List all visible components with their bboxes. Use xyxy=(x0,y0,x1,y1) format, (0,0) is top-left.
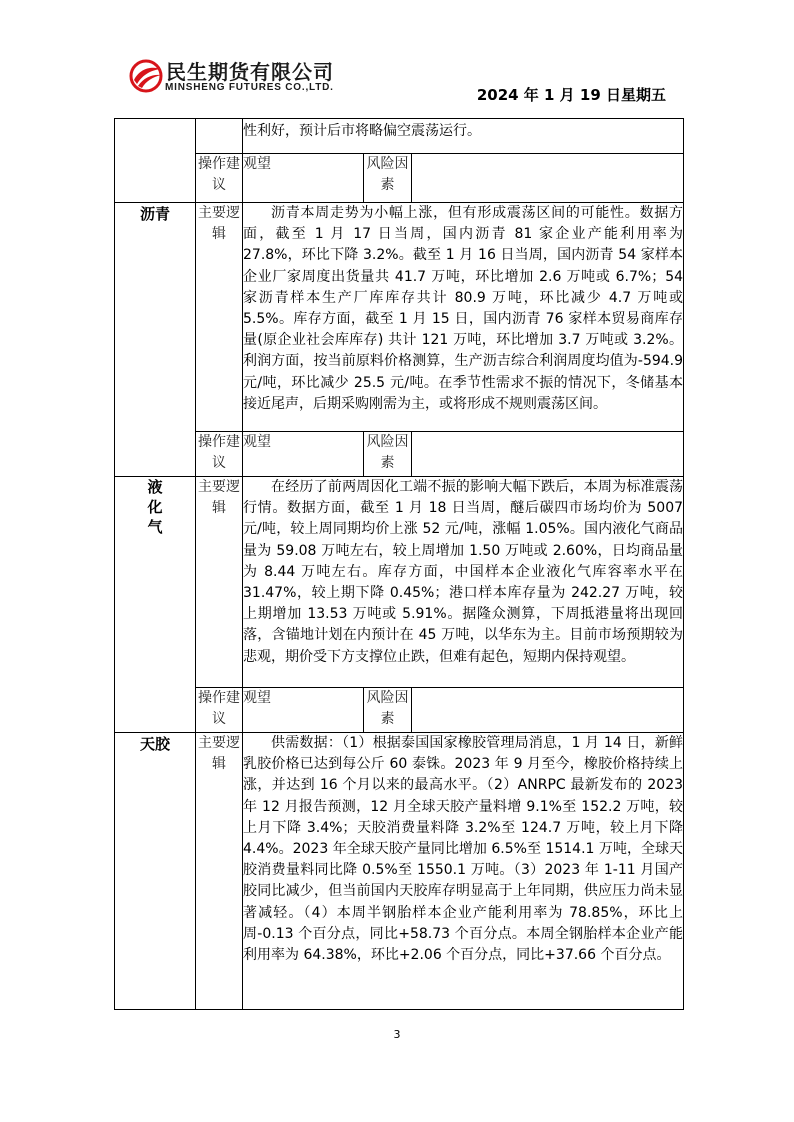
asphalt-logic-text xyxy=(243,203,684,432)
category-cell-lpg xyxy=(115,477,196,733)
category-cell-rubber: 天胶 xyxy=(115,733,196,1010)
company-logo xyxy=(128,58,358,100)
empty-label-cell xyxy=(196,119,243,154)
table-row xyxy=(115,119,684,154)
risk-label: 风险因素 xyxy=(364,688,412,733)
risk-value xyxy=(412,688,684,733)
report-date: 2024 年 1 月 19 日星期五 xyxy=(476,86,666,104)
logic-label: 主要逻辑 xyxy=(196,203,243,432)
category-name-lpg: 液化气 xyxy=(147,478,163,536)
risk-value xyxy=(412,154,684,203)
paragraph: 在经历了前两周因化工端不振的影响大幅下跌后，本周为标准震荡行情。数据方面，截至 1 月 18 日当周，醚后碳四市场均价为 5007 元/吨，较上周同期均价上涨 52 元/吨，涨幅 1.05%。国内液化气商品量为 59.08 万吨左右，较上周增加 1.50 万吨或 2.60%，日均商品量为 8.44 万吨左右。库存方面，中国样本企业液化气库容率水平在 31.47%，较上期下降 0.45%；港口样本库存量为 242.27 万吨，较上期增加 13.53 万吨或 5.91%。据隆众测算，下周抵港量将出现回落，含锚地计划在内预计在 45 万吨，以华东为主。目前市场预期较为悲观，期价受下方支撑位止跌，但难有起色，短期内保持观望。 xyxy=(243,479,684,665)
table-row xyxy=(115,733,684,1010)
continued-text: 性利好，预计后市将略偏空震荡运行。 xyxy=(243,119,684,154)
table-row xyxy=(115,154,684,203)
logic-label: 主要逻辑 xyxy=(196,733,243,1010)
commodity-table xyxy=(114,118,684,1010)
risk-label: 风险因素 xyxy=(364,154,412,203)
page-header xyxy=(0,0,794,118)
rubber-logic-text xyxy=(243,733,684,1010)
operation-value: 观望 xyxy=(243,432,364,477)
operation-value: 观望 xyxy=(243,688,364,733)
risk-label: 风险因素 xyxy=(364,432,412,477)
table-row xyxy=(115,432,684,477)
category-cell-prev xyxy=(115,119,196,203)
category-cell-asphalt: 沥青 xyxy=(115,203,196,477)
paragraph: 沥青本周走势为小幅上涨，但有形成震荡区间的可能性。数据方面，截至 1 月 17 日当周，国内沥青 81 家企业产能利用率为 27.8%，环比下降 3.2%。截至 1 月 16 日当周，国内沥青 54 家样本企业厂家周度出货量共 41.7 万吨，环比增加 2.6 万吨或 6.7%；54 家沥青样本生产厂库库存共计 80.9 万吨，环比减少 4.7 万吨或 5.5%。库存方面，截至 1 月 15 日，国内沥青 76 家样本贸易商库存量(原企业社会库库存) 共计 121 万吨，环比增加 3.7 万吨或 3.2%。利润方面，按当前原料价格测算，生产沥吉综合利润周度均值为-594.9 元/吨，环比减少 25.5 元/吨。在季节性需求不振的情况下，冬储基本接近尾声，后期采购刚需为主，或将形成不规则震荡区间。 xyxy=(243,205,684,412)
table-row xyxy=(115,688,684,733)
lpg-logic-text xyxy=(243,477,684,688)
minsheng-logo-icon xyxy=(128,58,164,94)
company-name-cn: 民生期货有限公司 xyxy=(166,60,334,84)
operation-label: 操作建议 xyxy=(196,432,243,477)
risk-value xyxy=(412,432,684,477)
operation-value: 观望 xyxy=(243,154,364,203)
page-number: 3 xyxy=(393,1028,401,1041)
table-row xyxy=(115,477,684,688)
paragraph: 供需数据：（1）根据泰国国家橡胶管理局消息，1 月 14 日，新鲜乳胶价格已达到每公斤 60 泰铢。2023 年 9 月至今，橡胶价格持续上涨，并达到 16 个月以来的最高水平。（2）ANRPC 最新发布的 2023 年 12 月报告预测，12 月全球天胶产量料增 9.1%至 152.2 万吨，较上月下降 3.4%；天胶消费量料降 3.2%至 124.7 万吨，较上月下降 4.4%。2023 年全球天胶产量同比增加 6.5%至 1514.1 万吨，全球天胶消费量料同比降 0.5%至 1550.1 万吨。（3）2023 年 1-11 月国产胶同比减少，但当前国内天胶库存明显高于上年同期，供应压力尚未显著减轻。（4）本周半钢胎样本企业产能利用率为 78.85%，环比上周-0.13 个百分点，同比+58.73 个百分点。本周全钢胎样本企业产能利用率为 64.38%，环比+2.06 个百分点，同比+37.66 个百分点。 xyxy=(243,735,684,964)
table-row xyxy=(115,203,684,432)
operation-label: 操作建议 xyxy=(196,688,243,733)
operation-label: 操作建议 xyxy=(196,154,243,203)
logic-label: 主要逻辑 xyxy=(196,477,243,688)
company-name-en: MINSHENG FUTURES CO.,LTD. xyxy=(165,82,334,93)
